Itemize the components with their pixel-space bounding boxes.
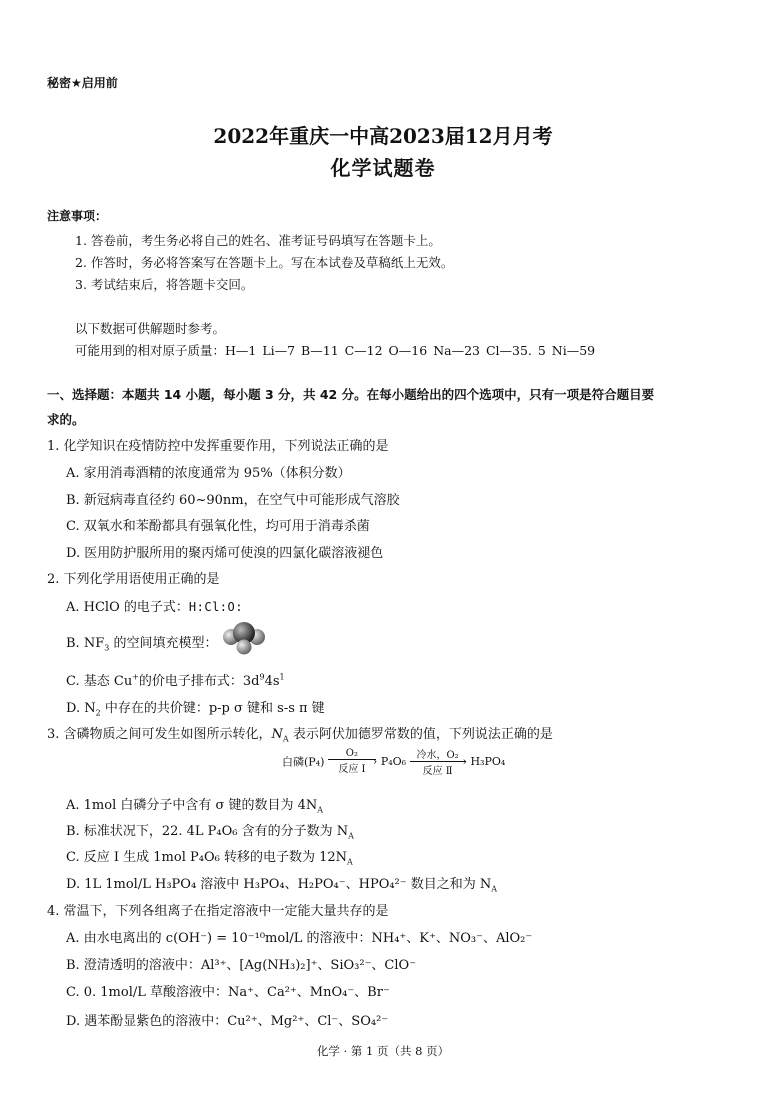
arrow2-condition: 冷水，O₂: [410, 746, 466, 762]
notice-item: 2. 作答时，务必将答案写在答题卡上。写在本试卷及草稿纸上无效。: [75, 255, 454, 270]
subscript: A: [348, 831, 354, 841]
q4-option-b: B. 澄清透明的溶液中：Al³⁺、[Ag(NH₃)₂]⁺、SiO₃²⁻、ClO⁻: [66, 958, 417, 973]
arrow1-label: 反应 Ⅰ: [338, 764, 366, 775]
arrow1-condition: O₂: [328, 748, 376, 760]
q4-option-c: C. 0. 1mol/L 草酸溶液中：Na⁺、Ca²⁺、MnO₄⁻、Br⁻: [66, 985, 390, 1000]
q4-option-d: D. 遇苯酚显紫色的溶液中：Cu²⁺、Mg²⁺、Cl⁻、SO₄²⁻: [66, 1014, 389, 1029]
q2-option-b: [66, 632, 266, 655]
na-symbol: N: [271, 727, 283, 742]
q2-option-c-text3: 4s: [264, 674, 280, 689]
atomic-mass-list: 可能用到的相对原子质量：H—1 Li—7 B—11 C—12 O—16 Na—23 Cl—35. 5 Ni—59: [75, 343, 596, 358]
q1-option-b: B. 新冠病毒直径约 60~90nm，在空气中可能形成气溶胶: [66, 493, 400, 508]
q2-option-c: [66, 670, 285, 689]
superscript: 9: [259, 672, 265, 682]
notice-item: 1. 答卷前，考生务必将自己的姓名、准考证号码填写在答题卡上。: [75, 233, 441, 248]
scheme-end: H₃PO₄: [470, 755, 506, 768]
subscript: A: [491, 884, 498, 894]
scheme-mid: P₄O₆: [380, 755, 407, 768]
q1-option-c: C. 双氧水和苯酚都具有强氧化性，均可用于消毒杀菌: [66, 519, 370, 534]
q2-option-c-text2: 的价电子排布式：3d: [138, 674, 260, 689]
scheme-start: 白磷(P₄): [282, 755, 325, 769]
reaction-scheme: 白磷(P₄) O₂ 反应 Ⅰ › P₄O₆ 冷水，O₂ 反应 Ⅱ › H₃PO₄: [282, 748, 506, 777]
q3-option-d: [66, 873, 497, 894]
exam-title: 2022年重庆一中高2023届12月月考: [213, 124, 553, 148]
notice-item: 3. 考试结束后，将答题卡交回。: [75, 277, 254, 292]
question-1-stem: 1. 化学知识在疫情防控中发挥重要作用，下列说法正确的是: [47, 439, 389, 454]
q2-option-d: [66, 697, 325, 718]
q2-option-d-text: D. N: [66, 701, 96, 716]
nf3-space-filling-model: [222, 621, 266, 655]
q2-option-b-text2: 的空间填充模型：: [109, 636, 218, 651]
section-heading: 一、选择题：本题共 14 小题，每小题 3 分，共 42 分。在每小题给出的四个选项中，只有一项是符合题目要: [47, 387, 655, 402]
subscript: 3: [104, 643, 110, 653]
q1-option-d: D. 医用防护服所用的聚丙烯可使溴的四氯化碳溶液褪色: [66, 546, 384, 561]
secret-label: 秘密★启用前: [47, 76, 118, 90]
question-3-stem: [47, 723, 553, 744]
section-heading-cont: 求的。: [47, 412, 85, 427]
scheme-arrow-1: [328, 748, 376, 775]
subscript: 2: [95, 708, 101, 718]
q2-option-d-text2: 中存在的共价键：p-p σ 键和 s-s π 键: [100, 701, 325, 716]
notice-heading: 注意事项：: [47, 209, 108, 223]
superscript: 1: [279, 672, 285, 682]
q2-option-c-text: C. 基态 Cu: [66, 674, 133, 689]
q3-option-c: [66, 846, 353, 867]
q2-option-b-text: B. NF: [66, 636, 105, 651]
page-footer: 化学 · 第 1 页（共 8 页）: [316, 1044, 450, 1058]
q3-stem-text2: 表示阿伏加德罗常数的值，下列说法正确的是: [288, 727, 553, 742]
q3-option-b: [66, 820, 354, 841]
q1-option-a: A. 家用消毒酒精的浓度通常为 95%（体积分数）: [66, 466, 351, 481]
q2-option-a: [66, 596, 243, 615]
q3-option-b-text: B. 标准状况下，22. 4L P₄O₆ 含有的分子数为 N: [66, 824, 349, 839]
hclo-electron-formula: H:Cl:O:: [188, 600, 243, 614]
q3-option-d-text: D. 1L 1mol/L H₃PO₄ 溶液中 H₃PO₄、H₂PO₄⁻、HPO₄²⁻ 数目之和为 N: [66, 877, 492, 892]
exam-subtitle: 化学试题卷: [330, 156, 436, 180]
q4-option-a: A. 由水电离出的 c(OH⁻) = 10⁻¹⁰mol/L 的溶液中：NH₄⁺、K⁺、NO₃⁻、AlO₂⁻: [66, 931, 533, 946]
subscript: A: [282, 734, 289, 744]
question-4-stem: 4. 常温下，下列各组离子在指定溶液中一定能大量共存的是: [47, 904, 389, 919]
q2-option-a-text: A. HClO 的电子式：: [66, 600, 189, 615]
subscript: A: [347, 857, 353, 867]
superscript: +: [132, 672, 139, 682]
q3-option-a-text: A. 1mol 白磷分子中含有 σ 键的数目为 4N: [66, 798, 318, 813]
reference-note: 以下数据可供解题时参考。: [75, 321, 226, 336]
q3-option-a: [66, 794, 323, 815]
q3-stem-text: 3. 含磷物质之间可发生如图所示转化，: [47, 727, 272, 742]
q3-option-c-text: C. 反应 Ⅰ 生成 1mol P₄O₆ 转移的电子数为 12N: [66, 850, 348, 865]
question-2-stem: 2. 下列化学用语使用正确的是: [47, 572, 220, 587]
scheme-arrow-2: [410, 746, 466, 777]
subscript: A: [317, 805, 324, 815]
arrow2-label: 反应 Ⅱ: [422, 766, 453, 777]
